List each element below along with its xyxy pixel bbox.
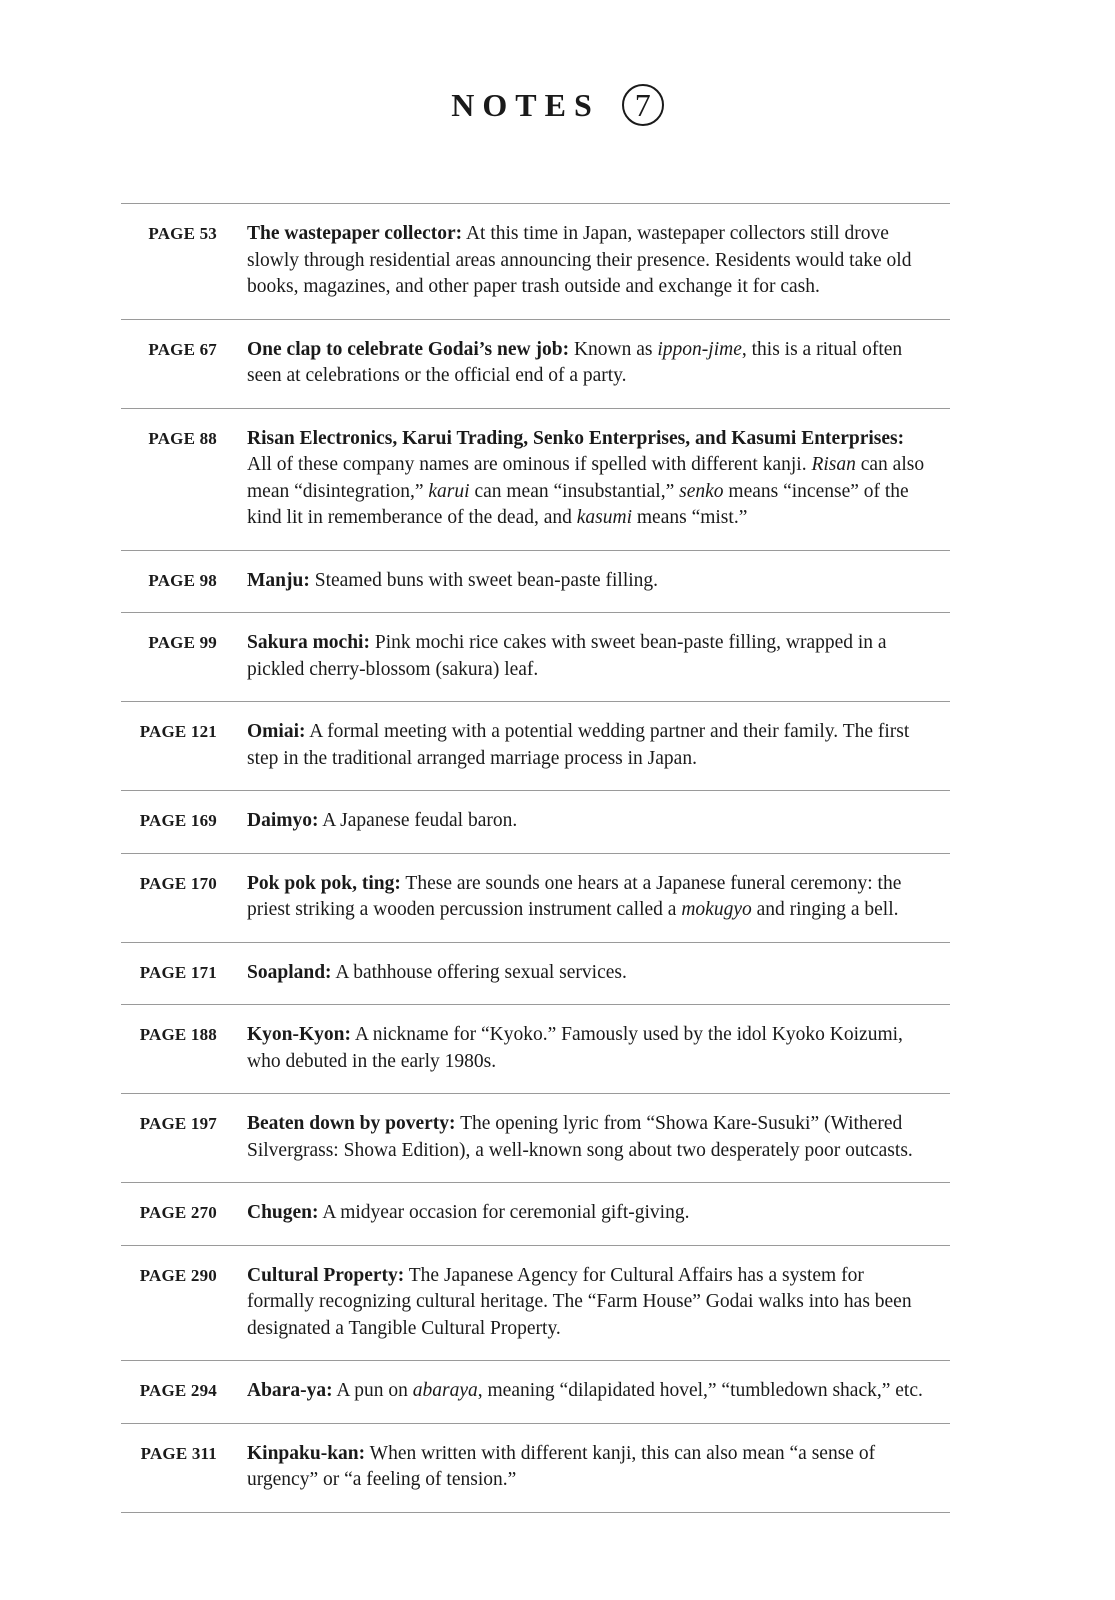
note-term: One clap to celebrate Godai’s new job: <box>247 338 570 360</box>
note-text <box>247 808 950 835</box>
note-page-number: PAGE 197 <box>139 1114 217 1133</box>
note-item <box>121 320 950 409</box>
note-item <box>121 409 950 551</box>
note-item <box>121 943 950 1006</box>
note-item <box>121 702 950 791</box>
note-item <box>121 1183 950 1246</box>
note-text <box>247 1441 950 1494</box>
note-description-text: , this is a ritual often seen at celebrations or the official end of a party. <box>247 338 903 386</box>
note-description-text: The Japanese Agency for Cultural Affairs has a system for formally recognizing cultural heritage. The “Farm House” Godai walks into has been designated a Tangible Cultural Property. <box>247 1264 912 1339</box>
note-item <box>121 1005 950 1094</box>
note-term: Daimyo: <box>247 810 319 831</box>
note-description <box>319 1202 690 1223</box>
note-text <box>247 1111 950 1164</box>
note-description <box>247 721 909 769</box>
note-item <box>121 204 950 320</box>
note-text <box>247 1022 950 1075</box>
note-description-text: Steamed buns with sweet bean-paste filling. <box>309 569 659 591</box>
note-term: Beaten down by poverty: <box>247 1113 456 1134</box>
note-italic-term: karui <box>428 480 470 502</box>
note-text <box>247 568 950 595</box>
note-italic-term: Risan <box>811 454 856 475</box>
note-italic-term: mokugyo <box>681 899 752 920</box>
note-page-number: PAGE 53 <box>148 224 217 243</box>
page-header <box>0 84 1115 126</box>
note-description <box>333 1380 923 1401</box>
note-item <box>121 551 950 614</box>
note-term: Omiai: <box>247 721 306 742</box>
note-text <box>247 960 950 987</box>
chapter-number-badge: 7 <box>622 84 664 126</box>
note-description-text: At this time in Japan, wastepaper collectors still drove slowly through residential areas announcing their presence. Residents would take old books, magazines, and other paper trash outside and exchange it for cash. <box>247 223 912 297</box>
note-text <box>247 871 950 924</box>
note-description-text: A midyear occasion for ceremonial gift-giving. <box>318 1202 690 1223</box>
note-text <box>247 426 950 532</box>
note-italic-term: senko <box>679 480 724 502</box>
note-page-number: PAGE 67 <box>148 339 217 359</box>
note-description-text: The opening lyric from “Showa Kare-Susuki” (Withered Silvergrass: Showa Edition), a well-known song about two desperately poor outcasts. <box>247 1113 913 1161</box>
note-page-number: PAGE 98 <box>148 570 217 590</box>
note-description-text: A pun on <box>332 1380 413 1401</box>
note-description-text: A formal meeting with a potential wedding partner and their family. The first step in the traditional arranged marriage process in Japan. <box>247 721 910 769</box>
note-item <box>121 791 950 854</box>
note-description <box>310 570 658 591</box>
note-description-text: A nickname for “Kyoko.” Famously used by the idol Kyoko Koizumi, who debuted in the early 1980s. <box>247 1024 903 1072</box>
note-description-text: Known as <box>569 338 658 360</box>
note-italic-term: abaraya <box>412 1380 478 1401</box>
note-term: Cultural Property: <box>247 1264 405 1286</box>
note-page-number: PAGE 88 <box>148 428 217 448</box>
note-italic-term: ippon-jime <box>657 338 742 360</box>
note-description <box>319 810 518 831</box>
note-description-text: A bathhouse offering sexual services. <box>331 961 627 983</box>
note-term: Sakura mochi: <box>247 632 370 653</box>
note-text <box>247 337 950 390</box>
note-description-text: and ringing a bell. <box>751 899 899 920</box>
note-page-number: PAGE 99 <box>148 633 217 652</box>
note-item <box>121 854 950 943</box>
note-page-number: PAGE 170 <box>139 873 217 893</box>
note-page-number: PAGE 121 <box>139 722 217 741</box>
note-page-number: PAGE 171 <box>139 962 217 982</box>
note-text <box>247 719 950 772</box>
note-description-text: A Japanese feudal baron. <box>318 810 518 831</box>
note-term: Abara-ya: <box>247 1380 333 1401</box>
note-term: The wastepaper collector: <box>247 223 463 244</box>
note-description-text: When written with different kanji, this can also mean “a sense of urgency” or “a feeling of tension.” <box>247 1442 876 1490</box>
notes-list <box>121 203 950 1513</box>
note-item <box>121 1246 950 1362</box>
note-description-text: All of these company names are ominous if spelled with different kanji. <box>247 454 812 475</box>
note-description-text: means “incense” of the kind lit in rememberance of the dead, and <box>247 480 909 528</box>
note-text <box>247 1263 950 1343</box>
note-description-text: Pink mochi rice cakes with sweet bean-paste filling, wrapped in a pickled cherry-blossom (sakura) leaf. <box>247 632 887 680</box>
note-text <box>247 221 950 301</box>
note-page-number: PAGE 169 <box>139 811 217 830</box>
note-description-text: can mean “insubstantial,” <box>469 480 680 502</box>
note-description-text: means “mist.” <box>632 507 748 528</box>
note-term: Pok pok pok, ting: <box>247 872 401 894</box>
note-description <box>247 454 924 528</box>
note-description-text: , meaning “dilapidated hovel,” “tumbledown shack,” etc. <box>477 1380 923 1401</box>
note-item <box>121 1424 950 1513</box>
note-term: Manju: <box>247 569 310 591</box>
note-term: Chugen: <box>247 1202 319 1223</box>
note-page-number: PAGE 311 <box>140 1443 217 1463</box>
note-description <box>332 962 627 983</box>
note-item <box>121 613 950 702</box>
note-text <box>247 1200 950 1227</box>
note-text <box>247 630 950 683</box>
note-term: Kinpaku-kan: <box>247 1442 366 1464</box>
page-title: NOTES <box>451 86 600 123</box>
note-term: Risan Electronics, Karui Trading, Senko Enterprises, and Kasumi Enterprises: <box>247 427 905 449</box>
note-item <box>121 1094 950 1183</box>
note-item <box>121 1361 950 1424</box>
note-page-number: PAGE 294 <box>139 1381 217 1400</box>
note-italic-term: kasumi <box>576 507 632 528</box>
note-description-text: can also mean “disintegration,” <box>247 454 925 502</box>
note-term: Kyon-Kyon: <box>247 1024 352 1045</box>
note-page-number: PAGE 270 <box>139 1203 217 1222</box>
note-page-number: PAGE 290 <box>139 1265 217 1285</box>
note-page-number: PAGE 188 <box>139 1025 217 1044</box>
note-description-text: These are sounds one hears at a Japanese funeral ceremony: the priest striking a wooden percussion instrument called a <box>247 872 902 920</box>
note-term: Soapland: <box>247 961 332 983</box>
note-text <box>247 1378 950 1405</box>
